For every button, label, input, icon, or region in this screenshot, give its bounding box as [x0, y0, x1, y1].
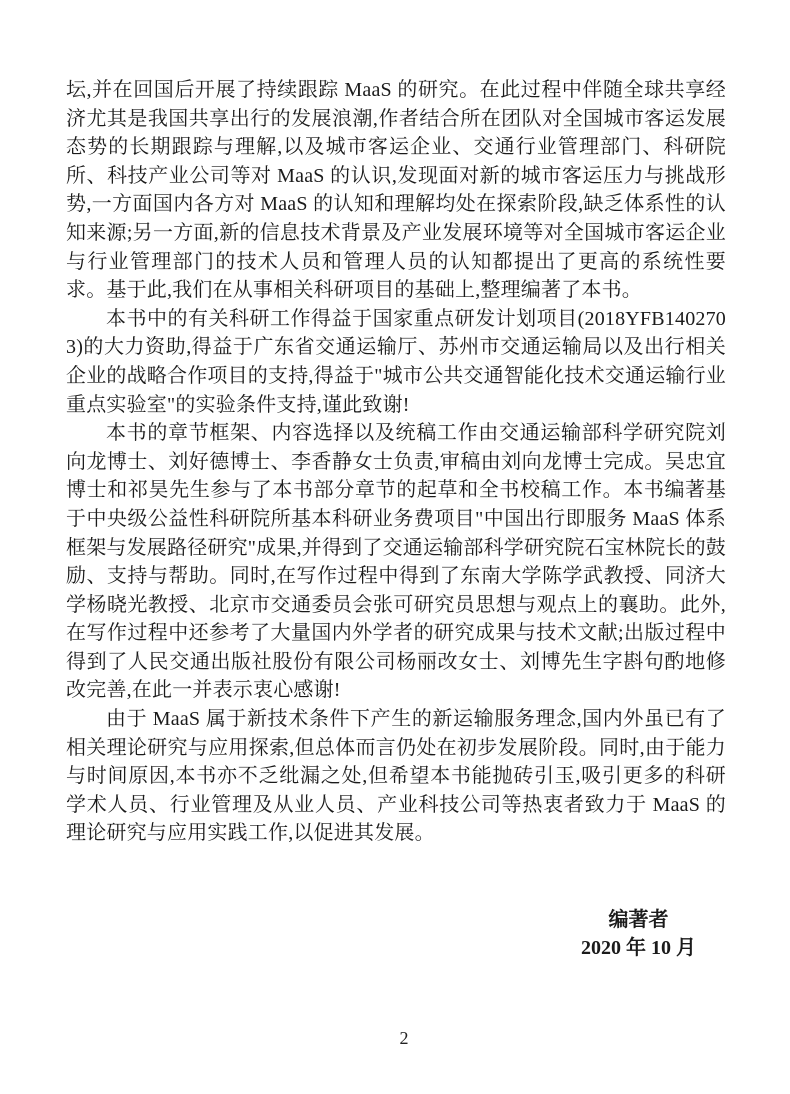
signature-block — [581, 906, 696, 962]
signature-date: 2020 年 10 月 — [581, 937, 696, 960]
preface-body — [66, 76, 726, 962]
page-number: 2 — [399, 1028, 409, 1048]
paragraph-continuation: 坛,并在回国后开展了持续跟踪 MaaS 的研究。在此过程中伴随全球共享经济尤其是我国共享出行的发展浪潮,作者结合所在团队对全国城市客运发展态势的长期跟踪与理解,以及城市客运企业、交通行业管理部门、科研院所、科技产业公司等对 MaaS 的认识,发现面对新的城市客运压力与挑战形势,一方面国内各方对 MaaS 的认知和理解均处在探索阶段,缺乏体系性的认知来源;另一方面,新的信息技术背景及产业发展环境等对全国城市客运企业与行业管理部门的技术人员和管理人员的认知都提出了更高的系统性要求。基于此,我们在从事相关科研项目的基础上,整理编著了本书。 — [66, 79, 726, 302]
signature-author: 编著者 — [608, 909, 669, 932]
paragraph-contributors-acknowledgment: 本书的章节框架、内容选择以及统稿工作由交通运输部科学研究院刘向龙博士、刘好德博士、李香静女士负责,审稿由刘向龙博士完成。吴忠宜博士和祁昊先生参与了本书部分章节的起草和全书校稿工作。本书编著基于中央级公益性科研院所基本科研业务费项目"中国出行即服务 MaaS 体系框架与发展路径研究"成果,并得到了交通运输部科学研究院石宝林院长的鼓励、支持与帮助。同时,在写作过程中得到了东南大学陈学武教授、同济大学杨晓光教授、北京市交通委员会张可研究员思想与观点上的襄助。此外,在写作过程中还参考了大量国内外学者的研究成果与技术文献;出版过程中得到了人民交通出版社股份有限公司杨丽改女士、刘博先生字斟句酌地修改完善,在此一并表示衷心感谢! — [66, 422, 726, 702]
paragraph-closing-remarks: 由于 MaaS 属于新技术条件下产生的新运输服务理念,国内外虽已有了相关理论研究与应用探索,但总体而言仍处在初步发展阶段。同时,由于能力与时间原因,本书亦不乏纰漏之处,但希望本书能抛砖引玉,吸引更多的科研学术人员、行业管理及从业人员、产业科技公司等热衷者致力于 MaaS 的理论研究与应用实践工作,以促进其发展。 — [66, 708, 726, 845]
paragraph-funding-acknowledgment: 本书中的有关科研工作得益于国家重点研发计划项目(2018YFB1402703)的大力资助,得益于广东省交通运输厅、苏州市交通运输局以及出行相关企业的战略合作项目的支持,得益于"城市公共交通智能化技术交通运输行业重点实验室"的实验条件支持,谨此致谢! — [66, 307, 726, 416]
